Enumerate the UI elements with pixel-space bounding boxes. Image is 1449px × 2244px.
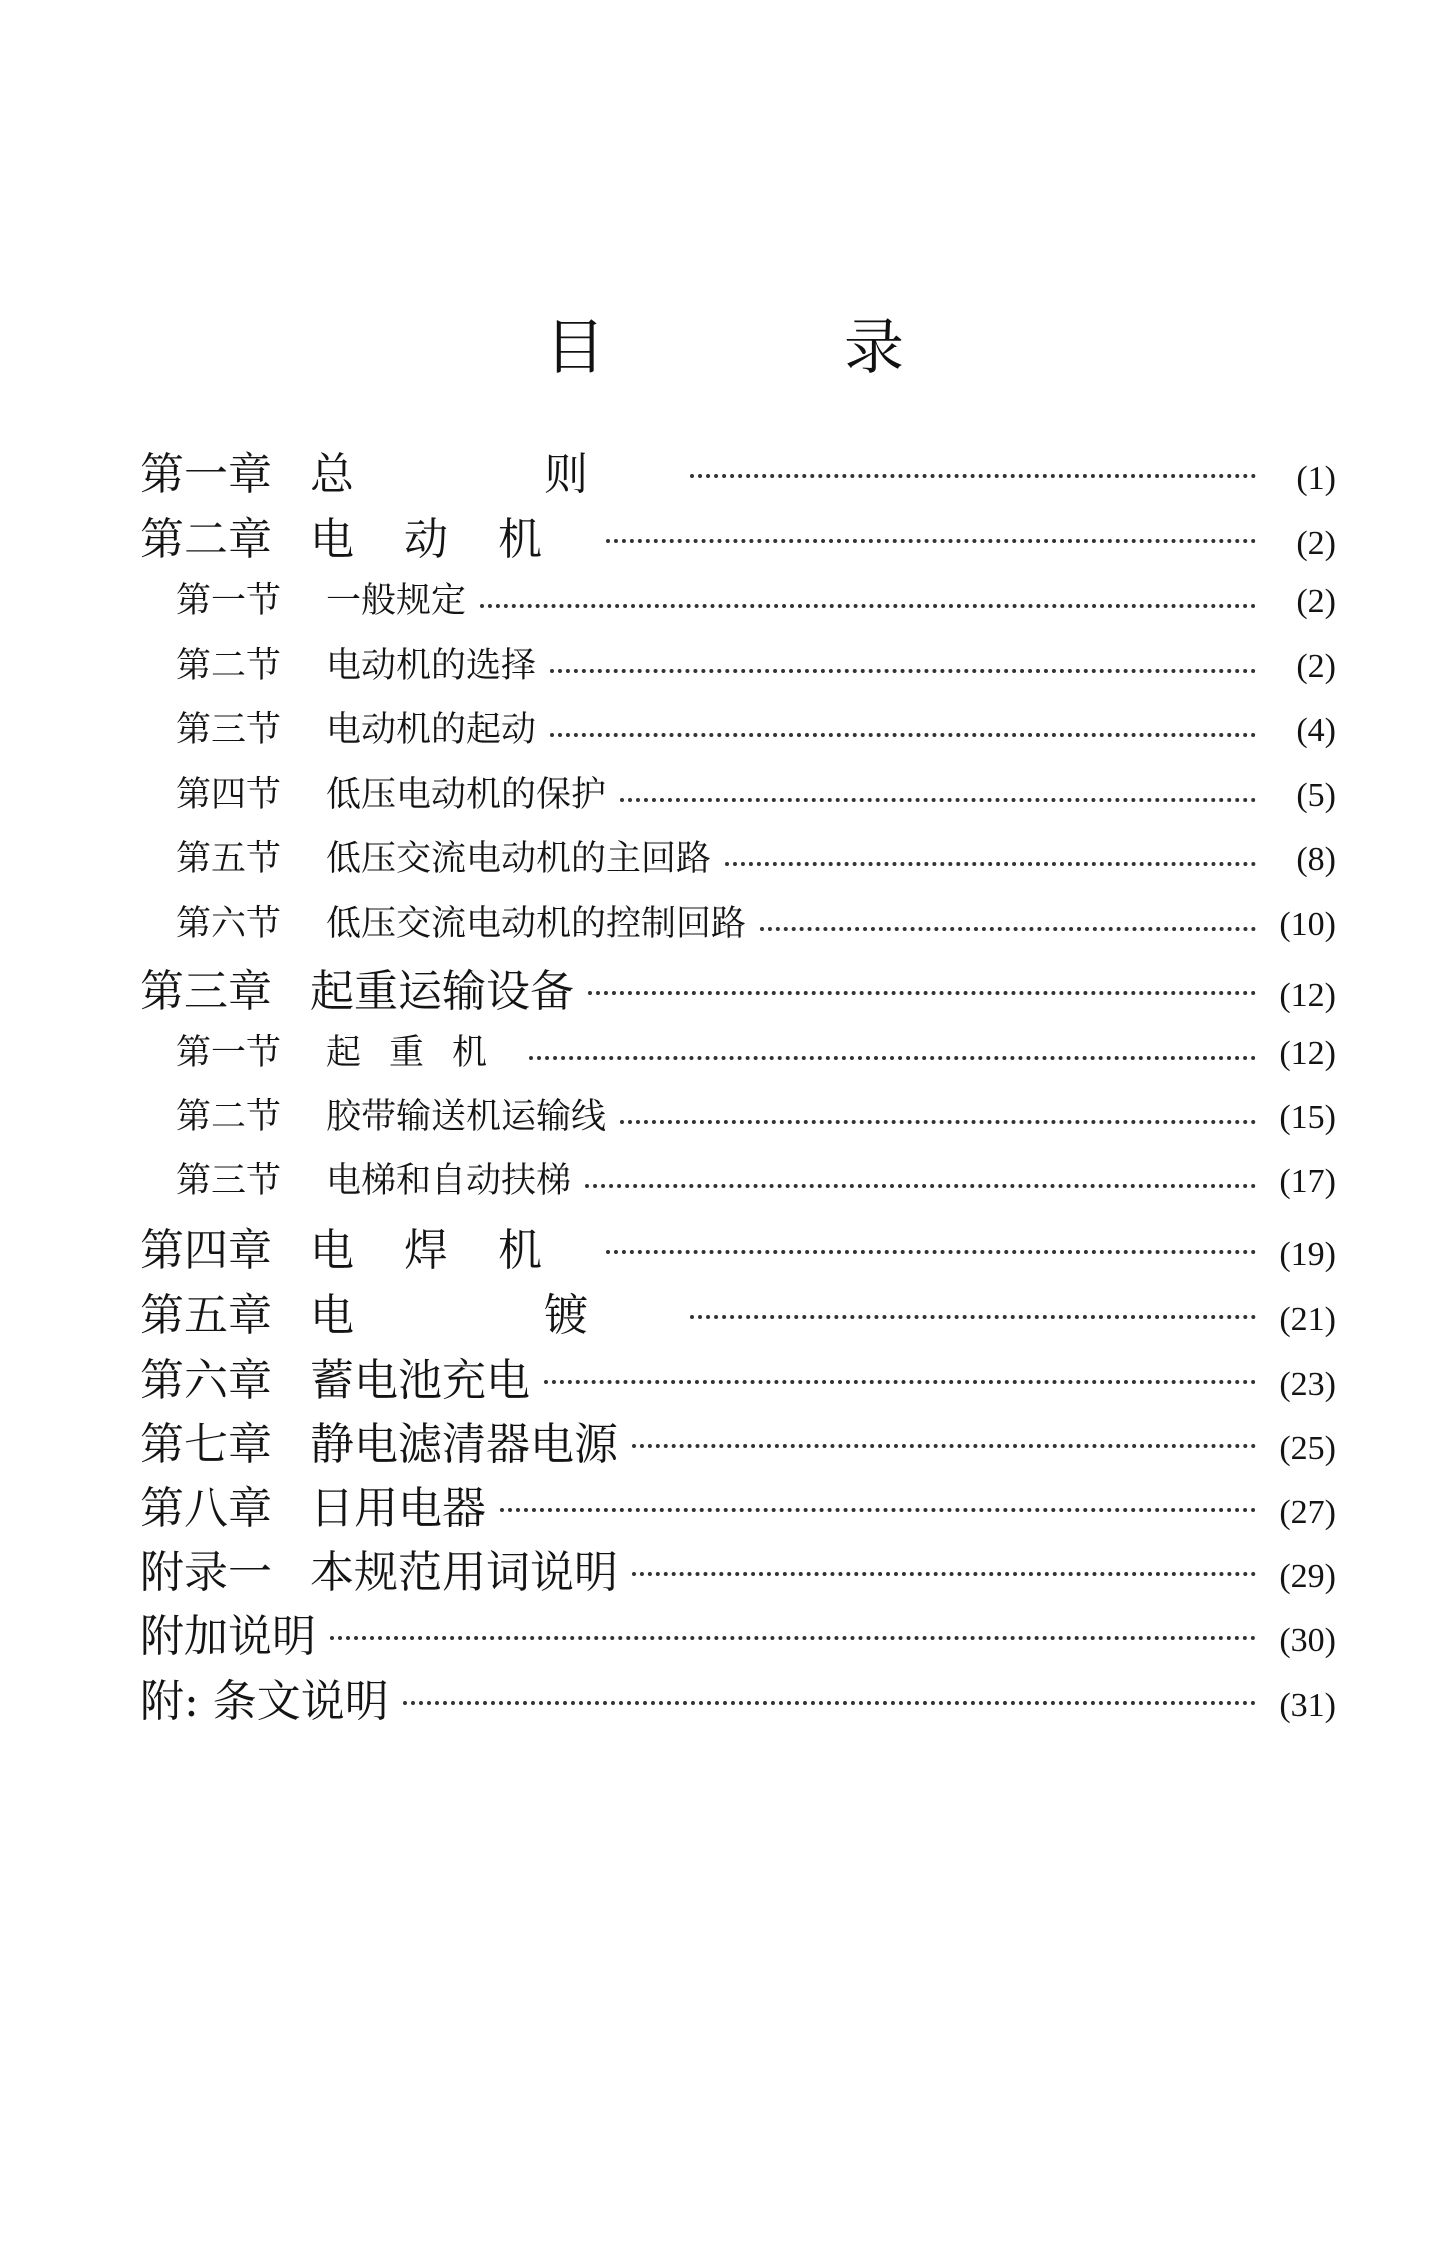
toc-page-number: (17) — [1279, 1163, 1336, 1200]
toc-label: 附: 条文说明 — [140, 1676, 389, 1727]
dot-leader — [725, 862, 1256, 866]
dot-leader — [403, 1701, 1256, 1705]
dot-leader — [690, 474, 1256, 478]
toc-page-number: (10) — [1279, 906, 1336, 943]
toc-page-number: (19) — [1279, 1236, 1336, 1273]
toc-page-number: (31) — [1279, 1687, 1336, 1724]
toc-label: 第六节 — [176, 904, 282, 944]
toc-label: 第四章 — [140, 1225, 272, 1276]
dot-leader — [550, 733, 1256, 737]
toc-row[interactable] — [140, 1344, 1336, 1406]
toc-label: 附加说明 — [140, 1611, 316, 1662]
dot-leader — [330, 1636, 1256, 1640]
toc-label: 第五章 — [140, 1290, 272, 1341]
toc-title: 电动机的选择 — [326, 646, 537, 686]
toc-page-number: (1) — [1296, 460, 1336, 497]
toc-row[interactable] — [140, 438, 1336, 500]
toc-label: 第五节 — [176, 839, 282, 879]
toc-row[interactable] — [140, 503, 1336, 565]
dot-leader — [690, 1315, 1256, 1319]
toc-page-number: (21) — [1279, 1301, 1336, 1338]
toc-label: 第二章 — [140, 514, 272, 565]
toc-row[interactable] — [140, 1279, 1336, 1341]
toc-page-number: (8) — [1296, 841, 1336, 878]
toc-row[interactable] — [176, 767, 1336, 817]
toc-title: 低压交流电动机的控制回路 — [326, 904, 747, 944]
toc-page-number: (5) — [1296, 777, 1336, 814]
toc-row[interactable] — [176, 831, 1336, 881]
toc-page-number: (2) — [1296, 648, 1336, 685]
toc-title: 低压电动机的保护 — [326, 775, 607, 815]
toc-page-number: (23) — [1279, 1366, 1336, 1403]
toc-label: 第三节 — [176, 1161, 282, 1201]
toc-label: 第一节 — [176, 1033, 282, 1073]
toc-title: 电 镀 — [310, 1290, 676, 1341]
page-title: 目 录 — [544, 313, 1015, 383]
toc-title: 总 则 — [310, 449, 676, 500]
toc-row[interactable] — [176, 1153, 1336, 1203]
dot-leader — [606, 539, 1256, 543]
toc-row[interactable] — [140, 1665, 1336, 1727]
dot-leader — [550, 669, 1256, 673]
dot-leader — [585, 1184, 1256, 1188]
toc-title: 电动机的起动 — [326, 710, 537, 750]
toc-title: 日用电器 — [310, 1483, 486, 1534]
toc-page-number: (2) — [1296, 583, 1336, 620]
toc-title: 起重机 — [326, 1033, 516, 1073]
toc-label: 第三节 — [176, 710, 282, 750]
toc-title: 电焊机 — [310, 1225, 592, 1276]
toc-row[interactable] — [140, 955, 1336, 1017]
dot-leader — [620, 798, 1256, 802]
dot-leader — [500, 1508, 1256, 1512]
toc-label: 第八章 — [140, 1483, 272, 1534]
dot-leader — [480, 604, 1256, 608]
toc-row[interactable] — [176, 896, 1336, 946]
dot-leader — [544, 1380, 1256, 1384]
toc-row[interactable] — [140, 1536, 1336, 1598]
toc-page-number: (2) — [1296, 525, 1336, 562]
toc-row[interactable] — [140, 1408, 1336, 1470]
toc-label: 第二节 — [176, 1097, 282, 1137]
toc-title: 低压交流电动机的主回路 — [326, 839, 712, 879]
dot-leader — [632, 1444, 1256, 1448]
dot-leader — [632, 1572, 1256, 1576]
toc-label: 第二节 — [176, 646, 282, 686]
toc-label: 第六章 — [140, 1355, 272, 1406]
toc-title: 蓄电池充电 — [310, 1355, 530, 1406]
toc-row[interactable] — [140, 1472, 1336, 1534]
toc-page-number: (4) — [1296, 712, 1336, 749]
toc-title: 本规范用词说明 — [310, 1547, 618, 1598]
dot-leader — [529, 1056, 1256, 1060]
toc-label: 第三章 — [140, 966, 272, 1017]
toc-title: 电动机 — [310, 514, 592, 565]
toc-row[interactable] — [176, 638, 1336, 688]
dot-leader — [588, 991, 1256, 995]
dot-leader — [620, 1120, 1256, 1124]
toc-label: 第一节 — [176, 581, 282, 621]
toc-title: 胶带输送机运输线 — [326, 1097, 607, 1137]
toc-title: 起重运输设备 — [310, 966, 574, 1017]
toc-label: 第四节 — [176, 775, 282, 815]
toc-page-number: (15) — [1279, 1099, 1336, 1136]
toc-label: 第七章 — [140, 1419, 272, 1470]
toc-row[interactable] — [176, 1025, 1336, 1075]
toc-title: 电梯和自动扶梯 — [326, 1161, 572, 1201]
toc-row[interactable] — [176, 702, 1336, 752]
toc-page-number: (29) — [1279, 1558, 1336, 1595]
dot-leader — [606, 1250, 1256, 1254]
toc-page-number: (25) — [1279, 1430, 1336, 1467]
toc-title: 一般规定 — [326, 581, 467, 621]
toc-row[interactable] — [176, 1089, 1336, 1139]
dot-leader — [760, 927, 1256, 931]
toc-page-number: (12) — [1279, 977, 1336, 1014]
toc-title: 静电滤清器电源 — [310, 1419, 618, 1470]
toc-page-number: (27) — [1279, 1494, 1336, 1531]
toc-row[interactable] — [140, 1214, 1336, 1276]
toc-label: 第一章 — [140, 449, 272, 500]
toc-page-number: (30) — [1279, 1622, 1336, 1659]
toc-row[interactable] — [176, 573, 1336, 623]
toc-page-number: (12) — [1279, 1035, 1336, 1072]
toc-row[interactable] — [140, 1600, 1336, 1662]
toc-label: 附录一 — [140, 1547, 272, 1598]
